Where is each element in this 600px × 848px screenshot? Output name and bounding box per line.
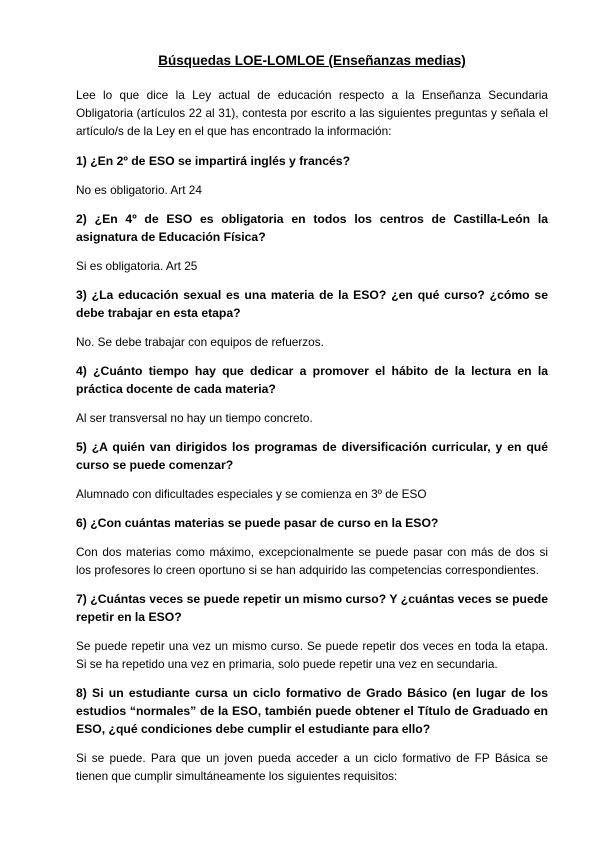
answer-text: No. Se debe trabajar con equipos de refuerzos. <box>76 335 324 349</box>
question-block-2 <box>76 210 548 275</box>
answer-text: Se puede repetir una vez un mismo curso. Se puede repetir dos veces en toda la etapa. Si se ha repetido una vez en primaria, solo puede repetir una vez en secundaria. <box>76 639 548 671</box>
question-text: 3) ¿La educación sexual es una materia de la ESO? ¿en qué curso? ¿cómo se debe trabajar en esta etapa? <box>76 288 548 320</box>
question-block-7 <box>76 590 548 673</box>
intro-paragraph: Lee lo que dice la Ley actual de educación respecto a la Enseñanza Secundaria Obligatoria (artículos 22 al 31), contesta por escrito a las siguientes preguntas y señala el artículo/s de la Ley en el que has encontrado la información: <box>76 88 548 138</box>
answer-text: No es obligatorio. Art 24 <box>76 183 202 197</box>
question-text: 7) ¿Cuántas veces se puede repetir un mismo curso? Y ¿cuántas veces se puede repetir en la ESO? <box>76 592 548 624</box>
question-text: 5) ¿A quién van dirigidos los programas de diversificación curricular, y en qué curso se puede comenzar? <box>76 440 548 472</box>
question-block-1 <box>76 152 548 199</box>
question-text: 1) ¿En 2º de ESO se impartirá inglés y francés? <box>76 154 351 168</box>
answer-text: Si se puede. Para que un joven pueda acceder a un ciclo formativo de FP Básica se tienen que cumplir simultáneamente los siguientes requisitos: <box>76 751 548 783</box>
answer-text: Si es obligatoria. Art 25 <box>76 259 198 273</box>
question-text: 8) Si un estudiante cursa un ciclo formativo de Grado Básico (en lugar de los estudios “normales” de la ESO, también puede obtener el Título de Graduado en ESO, ¿qué condiciones debe cumplir el estudiante para ello? <box>76 686 548 736</box>
question-block-8 <box>76 684 548 785</box>
answer-text: Alumnado con dificultades especiales y se comienza en 3º de ESO <box>76 487 427 501</box>
question-block-4 <box>76 362 548 427</box>
question-text: 4) ¿Cuánto tiempo hay que dedicar a promover el hábito de la lectura en la práctica docente de cada materia? <box>76 364 548 396</box>
document-page <box>76 52 548 796</box>
question-text: 2) ¿En 4º de ESO es obligatoria en todos los centros de Castilla-León la asignatura de Educación Física? <box>76 212 548 244</box>
answer-text: Al ser transversal no hay un tiempo concreto. <box>76 411 313 425</box>
question-block-6 <box>76 514 548 579</box>
document-title: Búsquedas LOE-LOMLOE (Enseñanzas medias) <box>158 53 466 68</box>
answer-text: Con dos materias como máximo, excepcionalmente se puede pasar con más de dos si los profesores lo creen oportuno si se han adquirido las competencias correspondientes. <box>76 545 548 577</box>
question-text: 6) ¿Con cuántas materias se puede pasar de curso en la ESO? <box>76 516 439 530</box>
question-block-3 <box>76 286 548 351</box>
question-block-5 <box>76 438 548 503</box>
